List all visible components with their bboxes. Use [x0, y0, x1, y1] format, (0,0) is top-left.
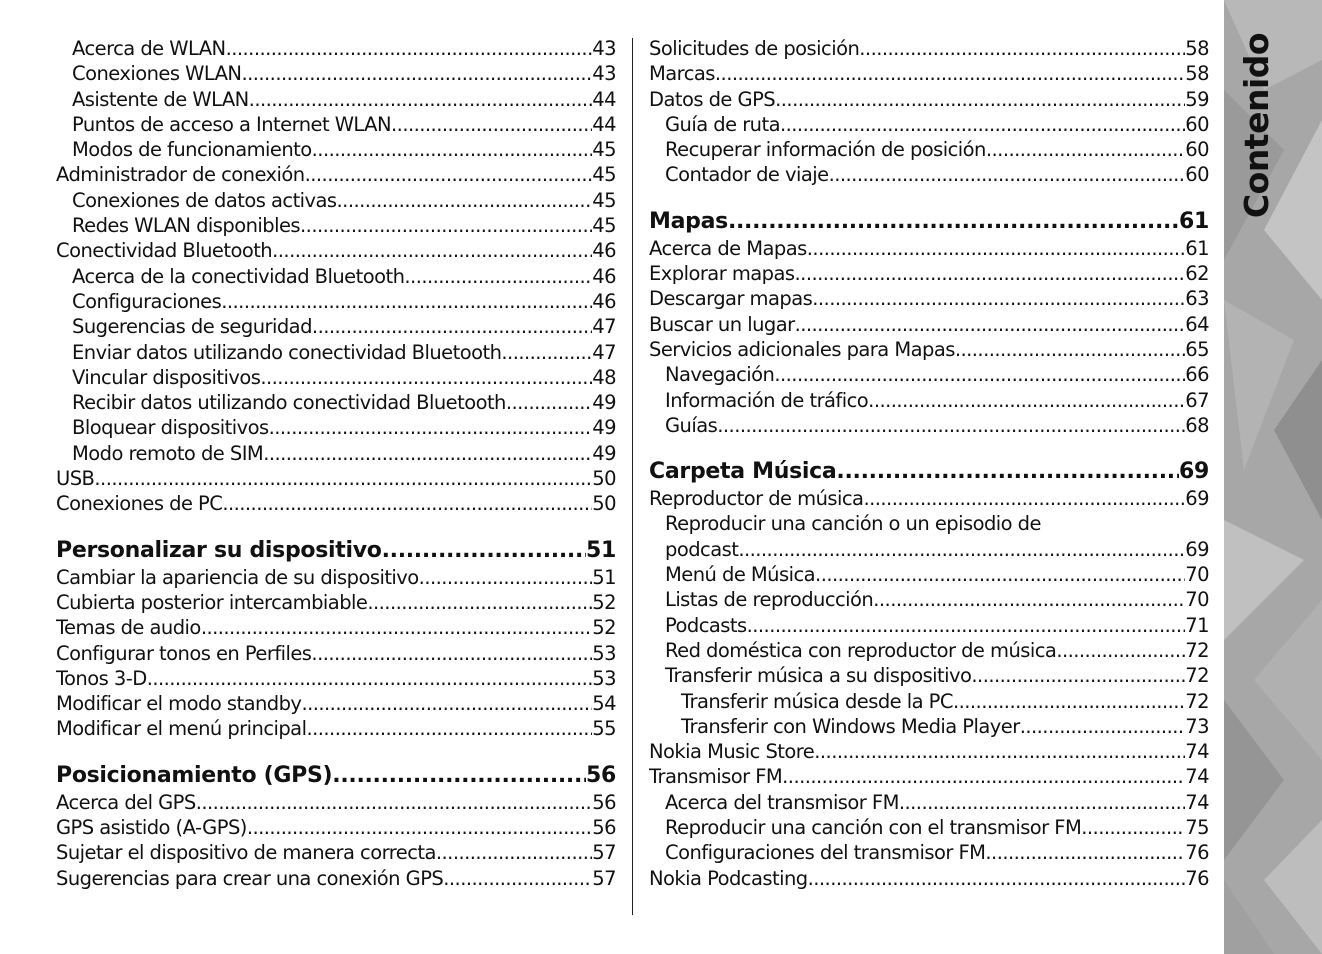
toc-page-number: 46: [592, 264, 616, 288]
toc-entry[interactable]: [56, 264, 616, 289]
toc-dot-leader: [263, 441, 592, 466]
toc-page-number: 48: [592, 365, 616, 389]
toc-entry[interactable]: [56, 112, 616, 137]
toc-section-heading[interactable]: [56, 537, 616, 565]
toc-dot-leader: [419, 565, 593, 590]
toc-dot-leader: [269, 415, 593, 440]
toc-entry-title: Vincular dispositivos: [72, 365, 261, 389]
toc-entry-title: Conexiones de datos activas: [72, 188, 337, 212]
toc-dot-leader: [836, 458, 1179, 486]
toc-entry-title: Guía de ruta: [665, 112, 780, 136]
toc-entry-title: Recibir datos utilizando conectividad Bluetooth: [72, 391, 506, 415]
toc-entry[interactable]: [56, 790, 616, 815]
toc-page-number: 65: [1185, 337, 1209, 361]
toc-page-number: 64: [1185, 312, 1209, 336]
toc-page-number: 56: [592, 816, 616, 840]
toc-entry[interactable]: [649, 562, 1209, 587]
toc-dot-leader: [367, 590, 592, 615]
toc-page-number: 70: [1185, 588, 1209, 612]
toc-entry[interactable]: [56, 340, 616, 365]
toc-page-number: 60: [1185, 163, 1209, 187]
toc-dot-leader: [337, 188, 593, 213]
toc-page-number: 55: [592, 717, 616, 741]
toc-entry-title: Datos de GPS: [649, 87, 776, 111]
toc-entry[interactable]: [649, 764, 1209, 789]
toc-entry-title: Conexiones WLAN: [72, 62, 242, 86]
toc-page-number: 49: [592, 441, 616, 465]
toc-dot-leader: [147, 666, 593, 691]
toc-page-number: 46: [592, 289, 616, 313]
toc-entry-title: Explorar mapas: [649, 262, 795, 286]
toc-dot-leader: [312, 137, 593, 162]
toc-entry-title: Configuraciones del transmisor FM: [665, 841, 986, 865]
toc-dot-leader: [747, 613, 1186, 638]
toc-entry-title: Buscar un lugar: [649, 312, 795, 336]
toc-entry[interactable]: [649, 112, 1209, 137]
toc-column-left: [56, 36, 616, 891]
toc-page-number: 76: [1185, 866, 1209, 890]
toc-page-number: 45: [592, 188, 616, 212]
toc-entry-title: Navegación: [665, 363, 775, 387]
toc-page-number: 45: [592, 214, 616, 238]
toc-entry[interactable]: [56, 716, 616, 741]
toc-entry[interactable]: [649, 362, 1209, 387]
toc-dot-leader: [300, 213, 592, 238]
toc-page-number: 69: [1178, 459, 1209, 485]
toc-entry-title: Conectividad Bluetooth: [56, 239, 273, 263]
toc-entry-title: Modificar el modo standby: [56, 692, 302, 716]
toc-entry[interactable]: [56, 289, 616, 314]
toc-entry-title: Configurar tonos en Perfiles: [56, 641, 312, 665]
toc-page-number: 54: [592, 692, 616, 716]
toc-entry-title: Modo remoto de SIM: [72, 441, 264, 465]
toc-entry-title: Sugerencias para crear una conexión GPS: [56, 866, 444, 890]
toc-entry-title: Transmisor FM: [649, 765, 783, 789]
toc-entry-title: Marcas: [649, 62, 715, 86]
toc-entry[interactable]: [649, 413, 1209, 438]
toc-entry-title: Carpeta Música: [649, 459, 837, 485]
toc-entry[interactable]: [649, 587, 1209, 612]
toc-page-number: 58: [1185, 37, 1209, 60]
toc-dot-leader: [775, 87, 1185, 112]
toc-entry[interactable]: [649, 739, 1209, 764]
toc-dot-leader: [814, 739, 1185, 764]
toc-dot-leader: [382, 537, 586, 565]
toc-page-number: 60: [1185, 138, 1209, 162]
column-divider: [632, 38, 633, 915]
toc-entry[interactable]: [56, 666, 616, 691]
toc-dot-leader: [222, 491, 592, 516]
toc-page-number: 71: [1185, 613, 1209, 637]
toc-section-heading[interactable]: [649, 458, 1209, 486]
toc-entry[interactable]: [649, 815, 1209, 840]
toc-dot-leader: [305, 162, 593, 187]
toc-page-number: 76: [1185, 841, 1209, 865]
toc-dot-leader: [443, 866, 592, 891]
toc-dot-leader: [312, 314, 592, 339]
toc-entry-title: Cambiar la apariencia de su dispositivo: [56, 565, 419, 589]
toc-page-number: 51: [585, 537, 616, 563]
toc-entry[interactable]: [56, 36, 616, 61]
toc-page-number: 60: [1185, 112, 1209, 136]
toc-entry[interactable]: [56, 188, 616, 213]
toc-entry[interactable]: [649, 537, 1209, 562]
toc-dot-leader: [1081, 815, 1185, 840]
toc-entry[interactable]: [649, 689, 1209, 714]
toc-dot-leader: [241, 61, 592, 86]
toc-page-number: 57: [592, 841, 616, 865]
toc-entry-title: Transferir música a su dispositivo: [665, 664, 972, 688]
toc-dot-leader: [728, 208, 1179, 236]
toc-dot-leader: [717, 413, 1185, 438]
toc-entry[interactable]: [649, 790, 1209, 815]
toc-section-heading[interactable]: [649, 208, 1209, 236]
toc-entry-title: Enviar datos utilizando conectividad Bluetooth: [72, 340, 502, 364]
toc-entry[interactable]: [649, 486, 1209, 511]
toc-page-number: 72: [1185, 638, 1209, 662]
toc-page-number: 51: [592, 565, 616, 589]
toc-page-number: 50: [592, 467, 616, 491]
toc-entry[interactable]: [56, 491, 616, 516]
toc-entry-title: Modos de funcionamiento: [72, 138, 312, 162]
toc-page-number: 73: [1185, 714, 1209, 738]
toc-page-number: 47: [592, 315, 616, 339]
toc-page-number: 45: [592, 163, 616, 187]
toc-dot-leader: [807, 236, 1186, 261]
toc-entry[interactable]: [649, 714, 1209, 739]
toc-entry-title: Transferir con Windows Media Player: [681, 714, 1020, 738]
toc-dot-leader: [506, 390, 592, 415]
toc-page-number: 56: [585, 762, 616, 788]
toc-dot-leader: [301, 691, 592, 716]
toc-dot-leader: [815, 562, 1185, 587]
toc-entry-title: Temas de audio: [56, 616, 201, 640]
toc-page-number: 49: [592, 391, 616, 415]
toc-dot-leader: [955, 337, 1185, 362]
toc-entry[interactable]: [649, 286, 1209, 311]
toc-dot-leader: [899, 790, 1185, 815]
toc-entry-title: Recuperar información de posición: [665, 138, 986, 162]
toc-entry[interactable]: [56, 691, 616, 716]
toc-page-number: 61: [1178, 208, 1209, 234]
toc-page-number: 52: [592, 590, 616, 614]
section-title: [1227, 32, 1287, 218]
toc-entry-title: Contador de viaje: [665, 163, 829, 187]
toc-entry[interactable]: [649, 312, 1209, 337]
toc-entry[interactable]: [56, 314, 616, 339]
toc-dot-leader: [94, 466, 592, 491]
toc-entry-title: Información de tráfico: [665, 388, 869, 412]
toc-dot-leader: [829, 162, 1186, 187]
toc-entry-title: Acerca de Mapas: [649, 236, 807, 260]
toc-dot-leader: [196, 790, 593, 815]
toc-page-number: 59: [1185, 87, 1209, 111]
toc-page-number: 44: [592, 112, 616, 136]
toc-page-number: 45: [592, 138, 616, 162]
toc-entry-title: Listas de reproducción: [665, 588, 874, 612]
toc-page-number: 74: [1185, 790, 1209, 814]
toc-entry[interactable]: [56, 213, 616, 238]
toc-entry-title: Acerca de la conectividad Bluetooth: [72, 264, 405, 288]
toc-entry-title: Reproducir una canción con el transmisor FM: [665, 816, 1082, 840]
toc-entry-title: Puntos de acceso a Internet WLAN: [72, 112, 392, 136]
toc-dot-leader: [332, 762, 586, 790]
toc-dot-leader: [226, 36, 593, 61]
toc-entry-title: Administrador de conexión: [56, 163, 305, 187]
toc-entry[interactable]: [649, 236, 1209, 261]
toc-page-number: 74: [1185, 740, 1209, 764]
toc-entry-title: Conexiones de PC: [56, 492, 223, 516]
toc-dot-leader: [501, 340, 592, 365]
toc-entry[interactable]: [649, 663, 1209, 688]
toc-page-number: 53: [592, 666, 616, 690]
toc-entry-title: GPS asistido (A-GPS): [56, 816, 247, 840]
toc-dot-leader: [201, 615, 592, 640]
toc-page-number: 49: [592, 416, 616, 440]
toc-dot-leader: [391, 112, 592, 137]
toc-entry[interactable]: [649, 840, 1209, 865]
toc-entry[interactable]: [56, 565, 616, 590]
toc-page-number: 56: [592, 790, 616, 814]
toc-page-number: 52: [592, 616, 616, 640]
toc-entry[interactable]: [56, 615, 616, 640]
toc-page-number: 72: [1185, 689, 1209, 713]
toc-dot-leader: [971, 663, 1185, 688]
toc-entry-title: Mapas: [649, 208, 728, 234]
toc-dot-leader: [795, 312, 1186, 337]
toc-dot-leader: [247, 815, 592, 840]
toc-page-number: 62: [1185, 262, 1209, 286]
toc-entry[interactable]: [649, 261, 1209, 286]
toc-section-heading[interactable]: [56, 762, 616, 790]
toc-entry[interactable]: [649, 61, 1209, 86]
toc-dot-leader: [859, 36, 1185, 61]
toc-page-number: 46: [592, 239, 616, 263]
toc-dot-leader: [868, 388, 1185, 413]
toc-entry-title: USB: [56, 467, 95, 491]
toc-entry-title: Acerca de WLAN: [72, 37, 226, 60]
section-title-text: Contenido: [1237, 32, 1277, 218]
toc-dot-leader: [1056, 638, 1185, 663]
toc-dot-leader: [780, 112, 1185, 137]
toc-entry[interactable]: [56, 815, 616, 840]
toc-entry-title: Asistente de WLAN: [72, 87, 249, 111]
toc-page-number: 63: [1185, 287, 1209, 311]
toc-entry[interactable]: [56, 641, 616, 666]
toc-entry[interactable]: [649, 388, 1209, 413]
toc-entry-title: Servicios adicionales para Mapas: [649, 337, 955, 361]
toc-entry-title: Tonos 3-D: [56, 666, 147, 690]
toc-entry-title: Nokia Podcasting: [649, 866, 808, 890]
toc-page-number: 43: [592, 37, 616, 60]
toc-entry[interactable]: [56, 840, 616, 865]
toc-page-number: 70: [1185, 563, 1209, 587]
toc-dot-leader: [812, 286, 1185, 311]
toc-dot-leader: [311, 641, 592, 666]
toc-entry-title: Red doméstica con reproductor de música: [665, 638, 1057, 662]
toc-dot-leader: [715, 61, 1185, 86]
toc-entry-title: Sujetar el dispositivo de manera correcta: [56, 841, 436, 865]
toc-entry[interactable]: [56, 87, 616, 112]
toc-entry-title: Podcasts: [665, 613, 747, 637]
toc-entry-title: Menú de Música: [665, 563, 816, 587]
toc-entry[interactable]: [649, 511, 1209, 536]
toc-dot-leader: [249, 87, 593, 112]
toc-dot-leader: [782, 764, 1185, 789]
toc-entry[interactable]: [56, 415, 616, 440]
toc-entry-title: Bloquear dispositivos: [72, 416, 269, 440]
toc-page-number: 69: [1185, 487, 1209, 511]
toc-page-number: 61: [1185, 236, 1209, 260]
toc-dot-leader: [260, 365, 592, 390]
toc-entry-title: Reproducir una canción o un episodio de: [665, 512, 1041, 536]
toc-page-number: 58: [1185, 62, 1209, 86]
toc-dot-leader: [1020, 714, 1186, 739]
toc-entry-title: Descargar mapas: [649, 287, 813, 311]
toc-entry-title: Sugerencias de seguridad: [72, 315, 312, 339]
toc-page-number: 75: [1185, 816, 1209, 840]
toc-dot-leader: [436, 840, 592, 865]
toc-page-number: 57: [592, 866, 616, 890]
toc-entry[interactable]: [649, 162, 1209, 187]
toc-entry[interactable]: [649, 613, 1209, 638]
toc-page-number: 68: [1185, 413, 1209, 437]
toc-page-number: 67: [1185, 388, 1209, 412]
toc-dot-leader: [404, 264, 592, 289]
toc-entry[interactable]: [56, 866, 616, 891]
toc-entry[interactable]: [56, 590, 616, 615]
toc-page-number: 53: [592, 641, 616, 665]
toc-entry-title: Personalizar su dispositivo: [56, 537, 382, 563]
toc-page-number: 47: [592, 340, 616, 364]
toc-entry-title: Configuraciones: [72, 289, 222, 313]
toc-entry[interactable]: [56, 441, 616, 466]
toc-column-right: [649, 36, 1209, 891]
toc-entry-title: Transferir música desde la PC: [681, 689, 953, 713]
toc-entry[interactable]: [56, 61, 616, 86]
toc-entry-title: Nokia Music Store: [649, 740, 815, 764]
toc-dot-leader: [873, 587, 1185, 612]
toc-page-number: 43: [592, 62, 616, 86]
toc-dot-leader: [272, 238, 592, 263]
toc-entry-title: Modificar el menú principal: [56, 717, 307, 741]
toc-entry-title: Acerca del transmisor FM: [665, 790, 899, 814]
toc-entry-title: Solicitudes de posición: [649, 37, 860, 60]
toc-entry[interactable]: [649, 638, 1209, 663]
toc-dot-leader: [953, 689, 1185, 714]
toc-dot-leader: [774, 362, 1185, 387]
toc-entry-title: Acerca del GPS: [56, 790, 196, 814]
toc-entry[interactable]: [649, 36, 1209, 61]
toc-entry-title: Cubierta posterior intercambiable: [56, 590, 368, 614]
toc-dot-leader: [986, 137, 1185, 162]
toc-page-number: 44: [592, 87, 616, 111]
toc-entry[interactable]: [56, 390, 616, 415]
toc-entry[interactable]: [56, 365, 616, 390]
toc-entry[interactable]: [649, 137, 1209, 162]
toc-entry-title: Reproductor de música: [649, 487, 864, 511]
toc-entry[interactable]: [56, 162, 616, 187]
toc-dot-leader: [808, 866, 1186, 891]
toc-entry[interactable]: [56, 137, 616, 162]
toc-entry[interactable]: [649, 866, 1209, 891]
toc-entry-title: Redes WLAN disponibles: [72, 214, 301, 238]
toc-dot-leader: [795, 261, 1186, 286]
toc-entry[interactable]: [649, 87, 1209, 112]
toc-page-number: 74: [1185, 765, 1209, 789]
toc-entry-title: Posicionamiento (GPS): [56, 762, 333, 788]
toc-page-number: 66: [1185, 363, 1209, 387]
toc-page-number: 72: [1185, 664, 1209, 688]
toc-dot-leader: [863, 486, 1185, 511]
toc-dot-leader: [985, 840, 1185, 865]
toc-entry-title: Guías: [665, 413, 718, 437]
toc-page-number: 69: [1185, 537, 1209, 561]
toc-entry[interactable]: [56, 238, 616, 263]
toc-dot-leader: [738, 537, 1185, 562]
toc-entry[interactable]: [649, 337, 1209, 362]
toc-page-number: 50: [592, 492, 616, 516]
toc-entry-title: podcast: [665, 537, 739, 561]
toc-dot-leader: [221, 289, 592, 314]
toc-dot-leader: [306, 716, 592, 741]
toc-entry[interactable]: [56, 466, 616, 491]
